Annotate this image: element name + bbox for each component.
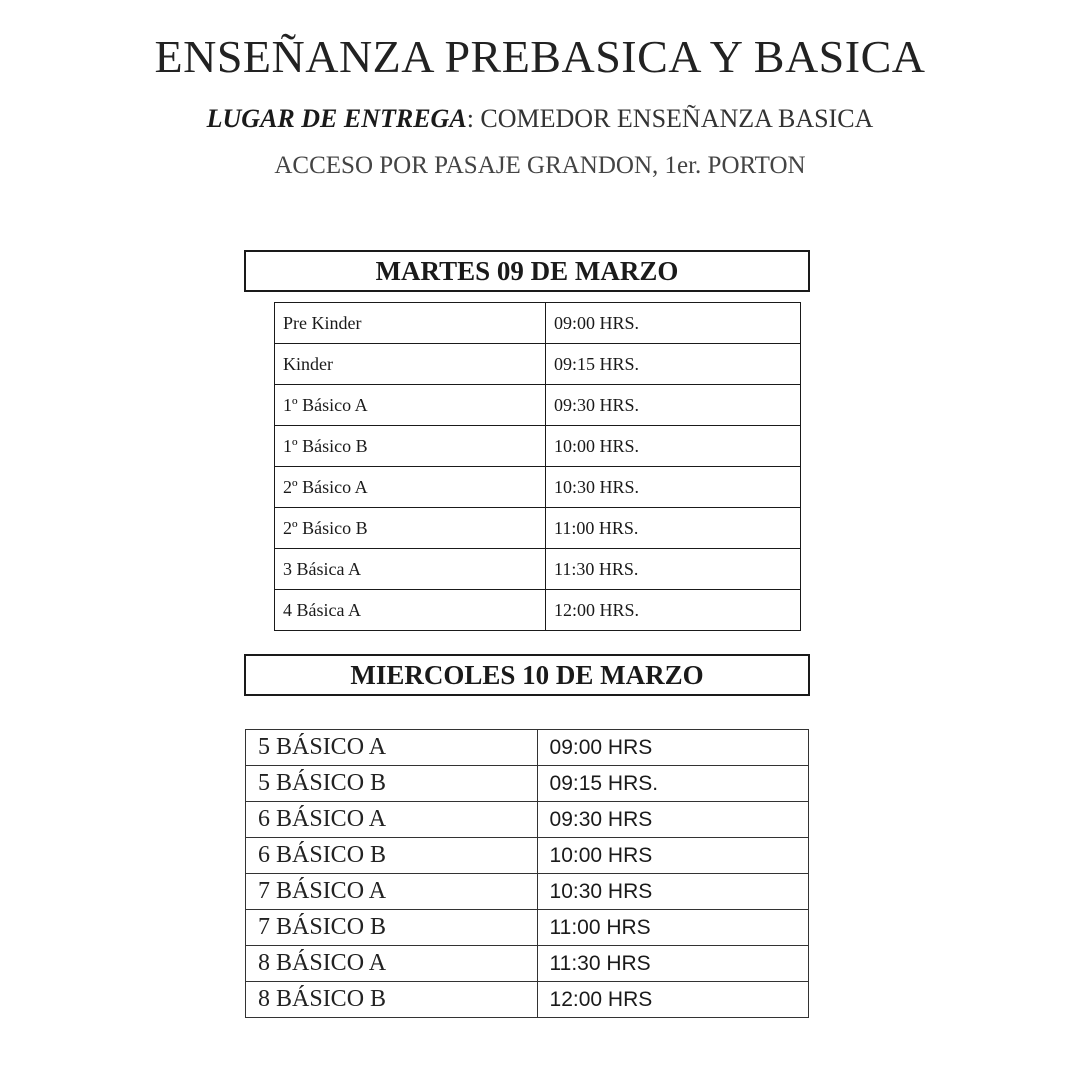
time-cell: 12:00 HRS [537, 982, 808, 1018]
access-note: ACCESO POR PASAJE GRANDON, 1er. PORTON [274, 152, 806, 179]
course-cell: 8 BÁSICO A [246, 946, 538, 982]
table-row [246, 910, 809, 946]
course-cell: 3 Básica A [275, 549, 546, 590]
course-cell: 2º Básico B [275, 508, 546, 549]
page-title: ENSEÑANZA PREBASICA Y BASICA [154, 31, 926, 82]
table-row [246, 838, 809, 874]
course-cell: 1º Básico B [275, 426, 546, 467]
time-cell: 09:00 HRS [537, 730, 808, 766]
course-cell: 5 BÁSICO A [246, 730, 538, 766]
table-row [275, 344, 801, 385]
table-row [275, 508, 801, 549]
course-cell: Kinder [275, 344, 546, 385]
table-row [246, 982, 809, 1018]
time-cell: 11:30 HRS. [546, 549, 801, 590]
course-cell: Pre Kinder [275, 303, 546, 344]
table-row [275, 426, 801, 467]
course-cell: 7 BÁSICO A [246, 874, 538, 910]
table-row [246, 730, 809, 766]
time-cell: 11:00 HRS. [546, 508, 801, 549]
table-row [275, 467, 801, 508]
course-cell: 7 BÁSICO B [246, 910, 538, 946]
time-cell: 09:30 HRS. [546, 385, 801, 426]
schedule-table-wednesday [245, 729, 809, 1018]
delivery-location-label: LUGAR DE ENTREGA [206, 104, 467, 133]
schedule-table-tuesday [274, 302, 801, 631]
course-cell: 5 BÁSICO B [246, 766, 538, 802]
table-row [246, 766, 809, 802]
course-cell: 1º Básico A [275, 385, 546, 426]
time-cell: 11:00 HRS [537, 910, 808, 946]
time-cell: 09:00 HRS. [546, 303, 801, 344]
time-cell: 10:00 HRS [537, 838, 808, 874]
table-row [246, 802, 809, 838]
day-heading-tuesday: MARTES 09 DE MARZO [244, 250, 810, 292]
table-row [246, 874, 809, 910]
time-cell: 12:00 HRS. [546, 590, 801, 631]
time-cell: 10:30 HRS [537, 874, 808, 910]
course-cell: 2º Básico A [275, 467, 546, 508]
time-cell: 10:30 HRS. [546, 467, 801, 508]
time-cell: 10:00 HRS. [546, 426, 801, 467]
course-cell: 6 BÁSICO A [246, 802, 538, 838]
day-heading-wednesday: MIERCOLES 10 DE MARZO [244, 654, 810, 696]
table-row [246, 946, 809, 982]
time-cell: 09:15 HRS. [537, 766, 808, 802]
table-row [275, 590, 801, 631]
time-cell: 09:15 HRS. [546, 344, 801, 385]
course-cell: 4 Básica A [275, 590, 546, 631]
time-cell: 09:30 HRS [537, 802, 808, 838]
table-row [275, 549, 801, 590]
time-cell: 11:30 HRS [537, 946, 808, 982]
course-cell: 6 BÁSICO B [246, 838, 538, 874]
table-row [275, 385, 801, 426]
course-cell: 8 BÁSICO B [246, 982, 538, 1018]
delivery-location [0, 104, 1080, 134]
delivery-location-value: : COMEDOR ENSEÑANZA BASICA [466, 104, 874, 133]
table-row [275, 303, 801, 344]
